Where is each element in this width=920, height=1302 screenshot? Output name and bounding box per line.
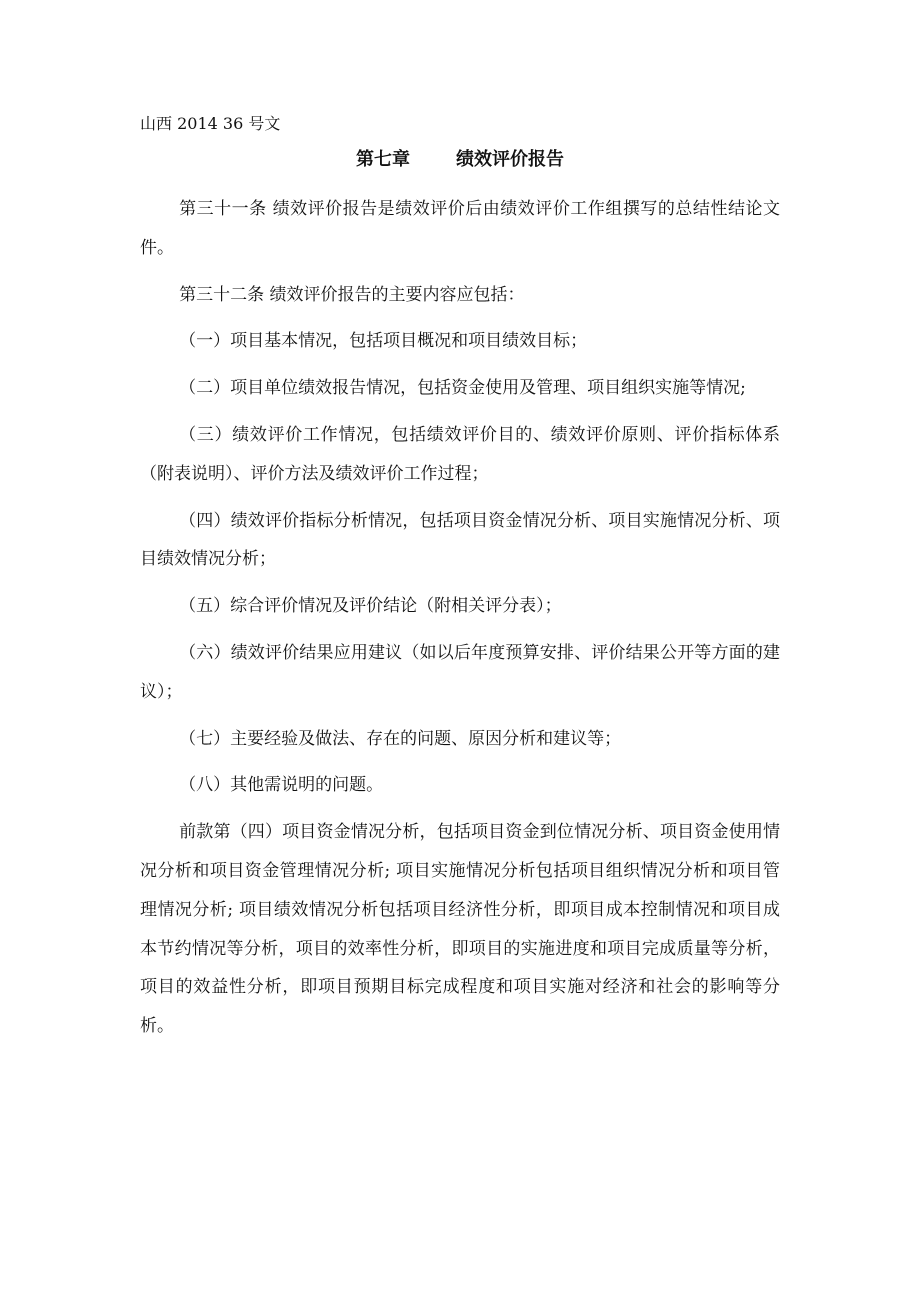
chapter-title: 绩效评价报告 [456,149,564,170]
list-item-6: （六）绩效评价结果应用建议（如以后年度预算安排、评价结果公开等方面的建议）； [140,642,780,702]
list-item-3: （三）绩效评价工作情况，包括绩效评价目的、绩效评价原则、评价指标体系（附表说明）、评价方法及绩效评价工作过程； [140,424,780,484]
article-32-paragraph: 第三十二条 绩效评价报告的主要内容应包括： [179,284,525,305]
document-header-note: 山西 2014 36 号文 [140,114,281,133]
chapter-heading [140,148,780,172]
document-body [140,190,780,1054]
list-item-4: （四）绩效评价指标分析情况，包括项目资金情况分析、项目实施情况分析、项目绩效情况分析； [140,510,780,570]
list-item-1: （一）项目基本情况，包括项目概况和项目绩效目标； [179,331,588,352]
analysis-paragraph: 前款第（四）项目资金情况分析，包括项目资金到位情况分析、项目资金使用情况分析和项目资金管理情况分析; 项目实施情况分析包括项目组织情况分析和项目管理情况分析; 项目绩效情况分析包括项目经济性分析，即项目成本控制情况和项目成本节约情况等分析，项目的效率性分析，即项目的实施进度和项目完成质量等分析，项目的效益性分析，即项目预期目标完成程度和项目实施对经济和社会的影响等分析。 [140,822,780,1037]
list-item-8: （八）其他需说明的问题。 [179,775,384,796]
article-31-paragraph: 第三十一条 绩效评价报告是绩效评价后由绩效评价工作组撰写的总结性结论文件。 [140,199,780,258]
list-item-2: （二）项目单位绩效报告情况，包括资金使用及管理、项目组织实施等情况; [179,378,746,399]
list-item-5: （五）综合评价情况及评价结论（附相关评分表）； [179,596,562,617]
chapter-number: 第七章 [356,149,410,170]
list-item-7: （七）主要经验及做法、存在的问题、原因分析和建议等； [179,728,622,749]
